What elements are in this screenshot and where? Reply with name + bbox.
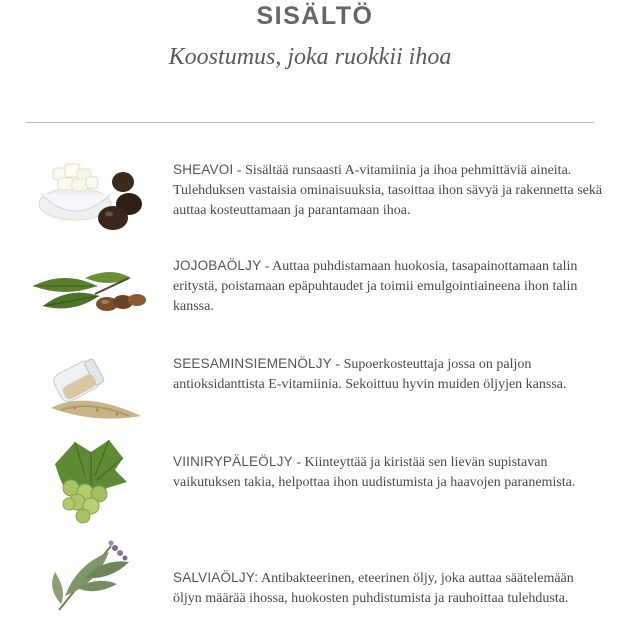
ingredient-item-jojoba — [0, 244, 640, 334]
page-title: SISÄLTÖ — [256, 2, 374, 30]
sesame-seeds-icon — [25, 346, 150, 436]
ingredient-item-grape — [0, 436, 640, 526]
ingredient-description: Kiinteyttää ja kiristää sen lievän supistavan vaikutuksen takia, helpottaa ihon uudistumista ja haavojen paranemista. — [173, 455, 576, 490]
ingredient-item-sage — [0, 534, 640, 624]
ingredient-description: Sisältää runsaasti A-vitamiinia ja ihoa pehmittäviä aineita. Tulehduksen vastaisia ominaisuuksia, tasoittaa ihon sävyä ja rakennetta sekä auttaa kosteuttamaan ja parantamaan ihoa. — [173, 163, 603, 218]
ingredient-name: JOJOBAÖLJY — [173, 258, 262, 273]
ingredient-description: Auttaa puhdistamaan huokosia, tasapainottamaan talin eritystä, poistamaan epäpuhtaudet ja toimii emulgointiaineena ihon talin kanssa. — [173, 259, 578, 314]
ingredient-description: Supoerkosteuttaja jossa on paljon antioksidanttista E-vitamiinia. Sekoittuu hyvin muiden öljyjen kanssa. — [173, 357, 567, 392]
ingredient-text — [173, 568, 603, 609]
ingredient-name: VIINIRYPÄLEÖLJY — [173, 454, 293, 469]
ingredient-name: SHEAVOI — [173, 162, 234, 177]
sage-icon — [25, 534, 150, 624]
ingredient-text: JOJOBAÖLJY - Auttaa puhdistamaan huokosia, tasapainottamaan talin eritystä, poistamaan epäpuhtaudet ja toimii emulgointiaineena ihon talin kanssa. — [173, 258, 578, 314]
ingredient-description: Antibakteerinen, eteerinen öljy, joka auttaa säätelemään öljyn määrää ihossa, huokosten puhdistumista ja rauhoittaa tulehdusta. — [173, 571, 574, 606]
ingredient-item-sesame — [0, 344, 640, 434]
page-subtitle: Koostumus, joka ruokkii ihoa — [168, 44, 452, 70]
ingredient-text: SHEAVOI - Sisältää runsaasti A-vitamiinia ja ihoa pehmittäviä aineita. Tulehduksen vastaisia ominaisuuksia, tasoittaa ihon sävyä ja rakennetta sekä auttaa kosteuttamaan ja parantamaan ihoa. — [173, 162, 603, 218]
ingredient-text: VIINIRYPÄLEÖLJY - Kiinteyttää ja kiristää sen lievän supistavan vaikutuksen takia, helpottaa ihon uudistumista ja haavojen paranemista. — [173, 454, 576, 490]
jojoba-icon — [25, 248, 150, 338]
ingredient-item-shea — [0, 142, 640, 232]
shea-butter-icon — [25, 146, 150, 236]
ingredient-name: SEESAMINSIEMENÖLJY — [173, 356, 332, 371]
divider — [26, 122, 594, 123]
ingredient-text: SEESAMINSIEMENÖLJY - Supoerkosteuttaja jossa on paljon antioksidanttista E-vitamiinia. Sekoittuu hyvin muiden öljyjen kanssa. — [173, 356, 567, 392]
grapes-icon — [25, 436, 150, 526]
ingredient-name: SALVIAÖLJY: — [173, 570, 259, 585]
